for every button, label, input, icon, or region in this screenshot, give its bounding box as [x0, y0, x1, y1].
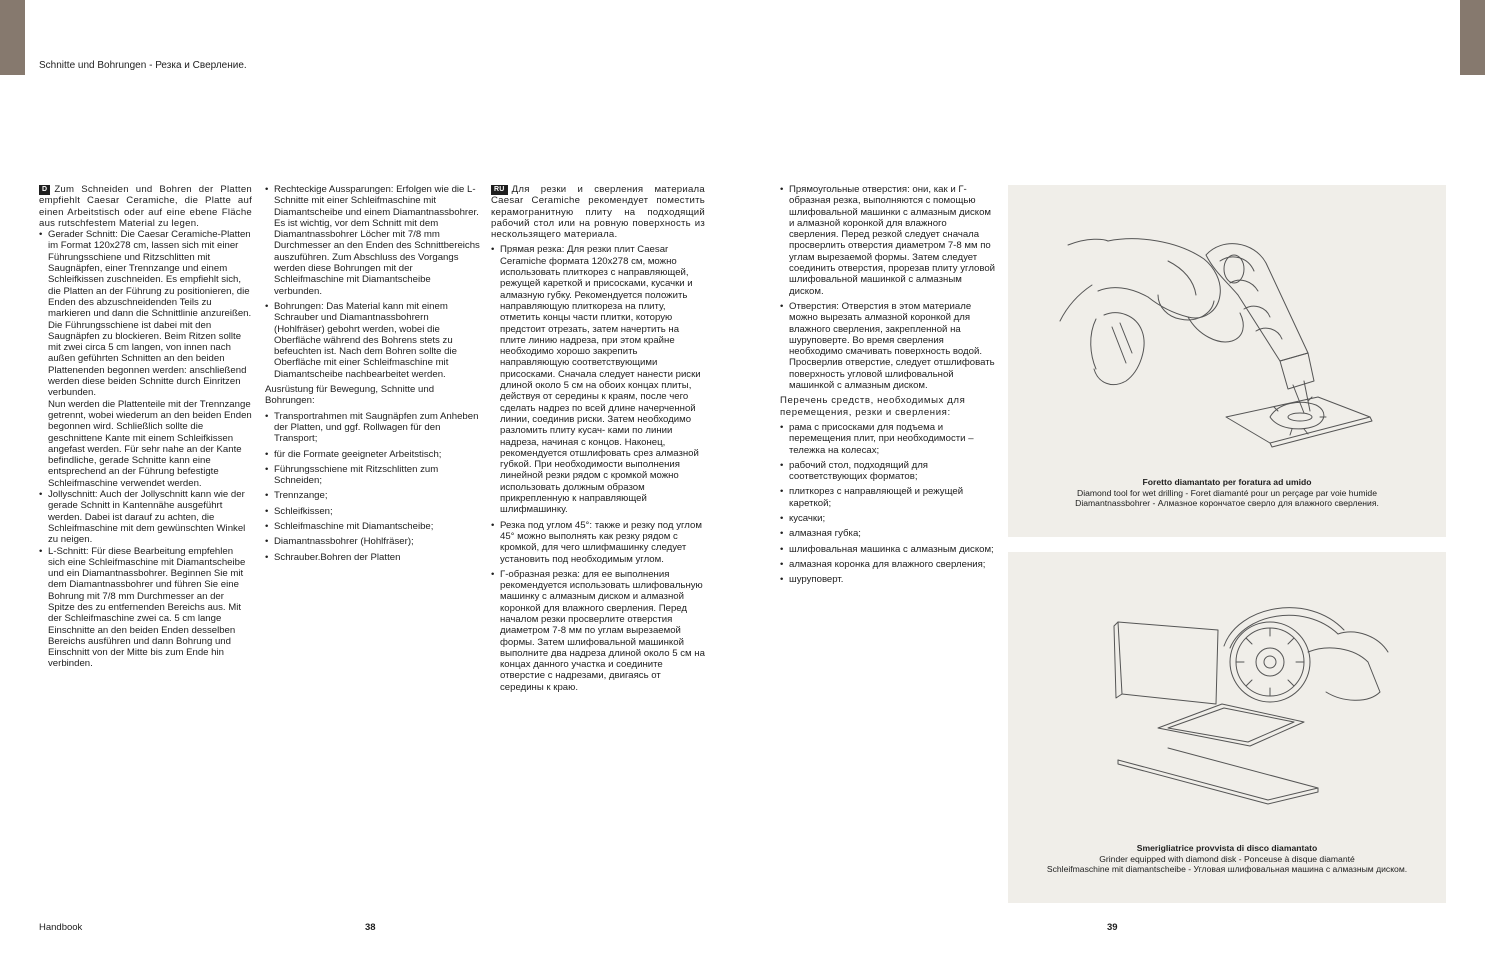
intro-paragraph-de [39, 184, 252, 229]
figure-title: Foretto diamantato per foratura ad umido [1142, 477, 1312, 487]
list-item: • Резка под углом 45°: также и резку под углом 45° можно выполнять как резку рядом с кромкой, для чего шлифмашинку следует установить под необходимым углом. [491, 520, 705, 565]
list-item: • Прямая резка: Для резки плит Caesar Ceramiche формата 120x278 см, можно использовать плиткорез с направляющей, режущей кареткой и присосками, кусачки и алмазную губку. Рекомендуется положить направляющую плиткореза на плиту, отметить концы части плитки, которую предстоит отрезать, затем начертить на плите линию надреза, при этом крайне необходимо хорошо закрепить направляющую соответствующими присосками. Сначала следует нанести риски длиной около 5 см на обоих концах плиты, действуя от середины к краям, после чего сделать надрез по всей длине начерченной линии, соединив риски. Затем необходимо разломить плиту кусач- ками по линии надреза, начиная с концов. Наконец, рекомендуется отшлифовать срез алмазной губкой. При необходимости выполнения линейной резки рядом с кромкой можно использовать должным образом прикрепленную к направляющей шлифмашинку. [491, 244, 705, 515]
list-item: • für die Formate geeigneter Arbeitstisch; [265, 449, 480, 460]
list-item: • Trennzange; [265, 490, 480, 501]
column-russian-1 [491, 184, 705, 693]
list-item: • алмазная коронка для влажного сверления; [780, 559, 996, 570]
list-item: • Führungsschiene mit Ritzschlitten zum Schneiden; [265, 464, 480, 487]
list-item: • алмазная губка; [780, 528, 996, 539]
figure-caption-line: Diamantnassbohrer - Алмазное корончатое сверло для влажного сверления. [1075, 498, 1379, 508]
figure-grinder [1008, 552, 1446, 903]
list-item: • Rechteckige Aussparungen: Erfolgen wie die L-Schnitte mit einer Schleifmaschine mit Diamantscheibe und einem Diamantnassbohrer. Es ist wichtig, vor dem Schnitt mit dem Diamantnassbohrer Löcher mit 7/8 mm Durchmesser an den Enden des Schnittbereichs auszuführen. Zum Abschluss des Vorgangs werden diese Bohrungen mit der Schleifmaschine mit Diamantscheibe verbunden. [265, 184, 480, 297]
language-badge-de: D [39, 185, 50, 195]
intro-text-de: Zum Schneiden und Bohren der Platten empfiehlt Caesar Ceramiche, die Platte auf einen Arbeitstisch oder auf eine ebene Fläche aus rutschfestem Material zu legen. [39, 184, 252, 229]
bullet-list-ru [491, 244, 705, 693]
list-item: • кусачки; [780, 513, 996, 524]
figure-title: Smerigliatrice provvista di disco diamantato [1136, 843, 1318, 853]
list-item: • рама с присосками для подъема и перемещения плит, при необходимости – тележка на колесах; [780, 422, 996, 456]
page-number-left: 38 [365, 922, 376, 933]
bullet-list-de-2 [265, 184, 480, 380]
corner-tab-left [0, 0, 25, 75]
figure-caption-line: Schleifmaschine mit diamantscheibe - Угловая шлифовальная машина с алмазным диском. [1046, 864, 1408, 874]
list-item: • Прямоугольные отверстия: они, как и Г-образная резка, выполняются с помощью шлифовальной машинки с алмазным диском и алмазной коронкой для влажного сверления. Перед резкой следует сначала просверлить отверстия диаметром 7-8 мм по углам вырезаемой формы. Затем следует соединить отверстия, прорезав плиту угловой шлифовальной машинкой с алмазным диском. [780, 184, 996, 297]
corner-tab-right [1460, 0, 1485, 75]
intro-paragraph-ru [491, 184, 705, 240]
drill-illustration [1008, 185, 1446, 475]
equipment-heading-de: Ausrüstung für Bewegung, Schnitte und Bohrungen: [265, 384, 435, 407]
figure-caption-1 [1008, 477, 1446, 509]
figure-caption-line: Grinder equipped with diamond disk - Ponceuse à disque diamanté [1099, 853, 1355, 864]
list-item: • Schleifkissen; [265, 506, 480, 517]
list-item: • L-Schnitt: Für diese Bearbeitung empfehlen sich eine Schleifmaschine mit Diamantscheibe und ein Diamantnassbohrer. Beginnen Sie mit dem Diamantnassbohrer und führen Sie eine Bohrung mit 7/8 mm Durchmesser an der Spitze des zu entfernenden Bereichs aus. Mit der Schleifmaschine zwei ca. 5 cm lange Einschnitte an den beiden Enden desselben Bereichs ausführen und dann Bohrung und Einschnitt von der Mitte bis zum Ende hin verbinden. [39, 546, 252, 670]
language-badge-ru: RU [491, 185, 508, 195]
list-item: • Jollyschnitt: Auch der Jollyschnitt kann wie der gerade Schnitt in Kantennähe ausgeführt werden. Dabei ist darauf zu achten, die Schleifmaschine mit dem gewünschten Winkel zu neigen. [39, 489, 252, 545]
footer-label: Handbook [39, 922, 83, 933]
page-number-right: 39 [1107, 922, 1118, 933]
list-item: • рабочий стол, подходящий для соответствующих форматов; [780, 460, 996, 483]
column-german-2 [265, 184, 480, 563]
equipment-heading-ru: Перечень средств, необходимых для перемещения, резки и сверления: [780, 395, 966, 418]
list-item: • Diamantnassbohrer (Hohlfräser); [265, 536, 480, 547]
continuation-text: Nun werden die Plattenteile mit der Trennzange getrennt, wobei wiederum an den beiden Enden begonnen wird. Schließlich sollte die geschnittene Kante mit einem Schleifkissen angefast werden. Für sehr nahe an der Kante befindliche, gerade Schnitte kann eine entsprechend an der Führung befestigte Schleifmaschine verwendet werden. [48, 398, 252, 489]
list-item: • шуруповерт. [780, 574, 996, 585]
figure-caption-line: Diamond tool for wet drilling - Foret diamanté pour un perçage par voie humide [1077, 487, 1377, 498]
equipment-list-de [265, 411, 480, 563]
column-russian-2 [780, 184, 996, 586]
list-item: • шлифовальная машинка с алмазным диском; [780, 544, 996, 555]
figure-caption-2 [1008, 843, 1446, 875]
grinder-illustration [1008, 552, 1446, 842]
bullet-list-de [39, 229, 252, 670]
intro-text-ru: Для резки и сверления материала Caesar Ceramiche рекомендует поместить керамогранитную плиту на подходящий рабочий стол или на ровную поверхность из нескользящего материала. [491, 184, 705, 241]
section-header: Schnitte und Bohrungen - Резка и Сверление. [39, 60, 247, 71]
list-item: • Bohrungen: Das Material kann mit einem Schrauber und Diamantnassbohrern (Hohlfräser) gebohrt werden, wobei die Oberfläche während des Bohrens stets zu befeuchten ist. Nach dem Bohren sollte die Oberfläche mit einer Schleifmaschine mit Diamantscheibe nachbearbeitet werden. [265, 301, 480, 380]
list-item: • Г-образная резка: для ее выполнения рекомендуется использовать шлифовальную машинку с алмазным диском и алмазной коронкой для влажного сверления. Перед началом резки просверлите отверстия диаметром 7-8 мм по углам вырезаемой формы. Затем шлифовальной машинкой выполните два надреза длиной около 5 см на концах данного участка и соедините отверстие с надрезами, двигаясь от середины к краю. [491, 569, 705, 693]
list-item: • Schrauber.Bohren der Platten [265, 552, 480, 563]
column-german-1 [39, 184, 252, 670]
list-item: • Schleifmaschine mit Diamantscheibe; [265, 521, 480, 532]
figure-wet-drilling [1008, 185, 1446, 537]
list-item: • Gerader Schnitt: Die Caesar Ceramiche-Platten im Format 120x278 cm, lassen sich mit einer Führungsschiene und Ritzschlitten mit Saugnäpfen, einer Trennzange und einem Schleifkissen zuschneiden. Es empfiehlt sich, die Platten an der Führung zu positionieren, die Enden des abzuschneidenden Teils zu markieren und dann die Schnittlinie anzureißen. Die Führungsschiene ist dabei mit den Saugnäpfen zu blockieren. Beim Ritzen sollte mit zwei circa 5 cm langen, von innen nach außen geführten Schnitten an den beiden Plattenenden begonnen werden: anschließend werden diese beiden Schnitte durch Einritzen verbunden. Nun werden die Plattenteile mit der Trennzange getrennt, wobei wiederum an den beiden Enden begonnen wird. Schließlich sollte die geschnittene Kante mit einem Schleifkissen angefast werden. Für sehr nahe an der Kante befindliche, gerade Schnitte kann eine entsprechend an der Führung befestigte Schleifmaschine verwendet werden. [39, 229, 252, 489]
equipment-list-ru [780, 422, 996, 586]
bullet-list-ru-2 [780, 184, 996, 391]
list-item: • плиткорез с направляющей и режущей кареткой; [780, 486, 996, 509]
list-item: • Transportrahmen mit Saugnäpfen zum Anheben der Platten, und ggf. Rollwagen für den Transport; [265, 411, 480, 445]
list-item: • Отверстия: Отверстия в этом материале можно вырезать алмазной коронкой для влажного сверления, закрепленной на шуруповерте. Во время сверления необходимо смачивать поверхность водой. Просверлив отверстие, следует отшлифовать поверхность угловой шлифовальной машинкой с алмазным диском. [780, 301, 996, 391]
